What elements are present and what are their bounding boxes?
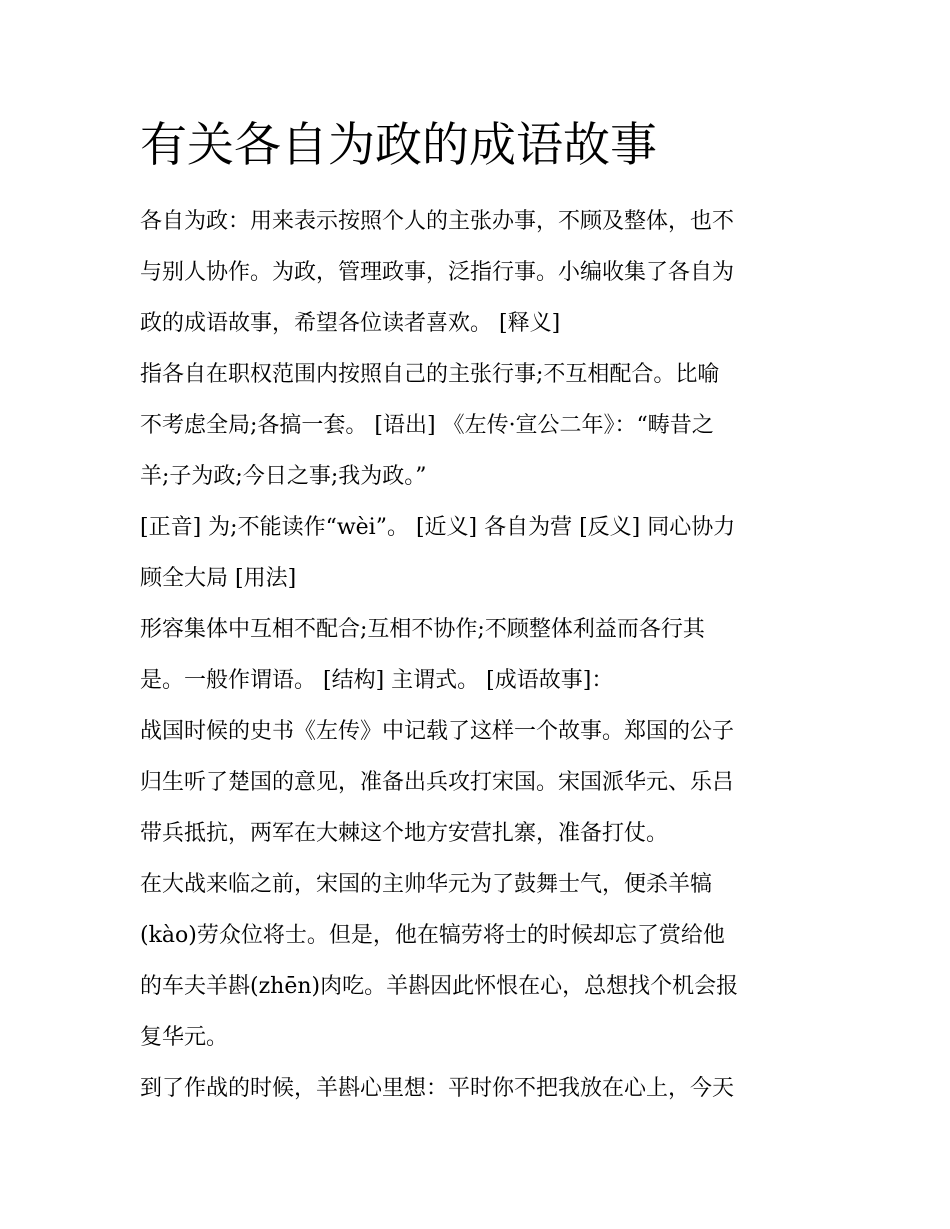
text-line: (kào)劳众位将士。但是，他在犒劳将士的时候却忘了赏给他 xyxy=(140,923,725,948)
text-line: 战国时候的史书《左传》中记载了这样一个故事。郑国的公子 xyxy=(140,719,735,744)
text-line: 形容集体中互相不配合;互相不协作;不顾整体利益而各行其 xyxy=(140,617,705,642)
text-line: 的车夫羊斟(zhēn)肉吃。羊斟因此怀恨在心，总想找个机会报 xyxy=(140,974,739,999)
text-line: 是。一般作谓语。 [结构] 主谓式。 [成语故事]： xyxy=(140,668,614,693)
paragraph xyxy=(140,1063,820,1114)
document-body xyxy=(140,196,820,1114)
paragraph xyxy=(140,859,820,1063)
text-line: 顾全大局 [用法] xyxy=(140,566,297,591)
paragraph xyxy=(140,604,820,706)
text-line: 不考虑全局;各搞一套。 [语出] 《左传·宣公二年》：“畴昔之 xyxy=(140,413,714,438)
text-line: 归生听了楚国的意见，准备出兵攻打宋国。宋国派华元、乐吕 xyxy=(140,770,735,795)
paragraph xyxy=(140,349,820,502)
text-line: 在大战来临之前，宋国的主帅华元为了鼓舞士气，便杀羊犒 xyxy=(140,872,713,897)
paragraph xyxy=(140,502,820,604)
text-line: 指各自在职权范围内按照自己的主张行事;不互相配合。比喻 xyxy=(140,362,720,387)
document-title: 有关各自为政的成语故事 xyxy=(140,118,657,173)
text-line: 到了作战的时候，羊斟心里想：平时你不把我放在心上，今天 xyxy=(140,1076,735,1101)
paragraph xyxy=(140,706,820,859)
paragraph xyxy=(140,196,820,349)
text-line: [正音] 为;不能读作“wèi”。 [近义] 各自为营 [反义] 同心协力 xyxy=(140,515,736,540)
text-line: 政的成语故事，希望各位读者喜欢。 [释义] xyxy=(140,311,561,336)
text-line: 带兵抵抗，两军在大棘这个地方安营扎寨，准备打仗。 xyxy=(140,821,669,846)
text-line: 复华元。 xyxy=(140,1025,229,1050)
document-page xyxy=(140,112,820,1114)
text-line: 与别人协作。为政，管理政事，泛指行事。小编收集了各自为 xyxy=(140,260,735,285)
text-line: 各自为政：用来表示按照个人的主张办事，不顾及整体，也不 xyxy=(140,209,735,234)
text-line: 羊;子为政;今日之事;我为政。” xyxy=(140,464,427,489)
